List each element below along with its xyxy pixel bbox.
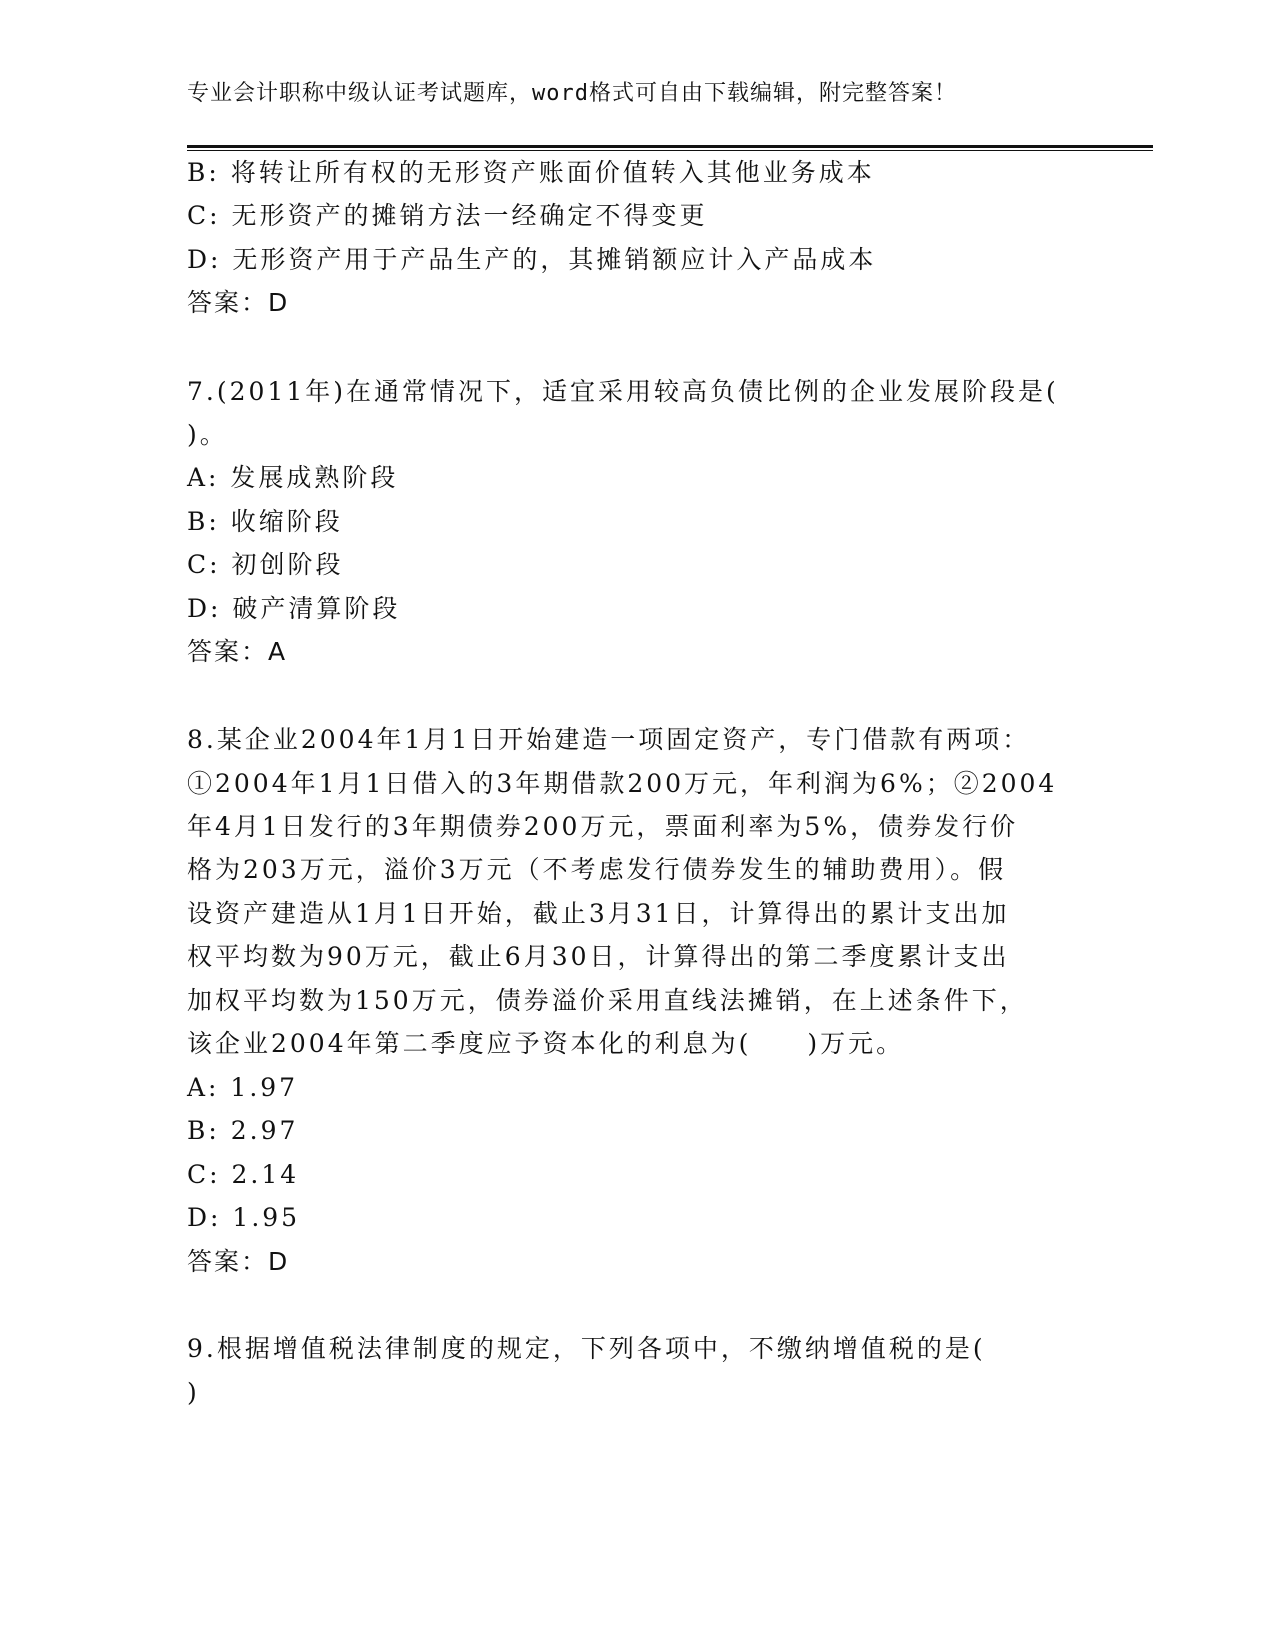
q8-option-a: A: 1.97	[187, 1073, 299, 1102]
q7-answer: 答案：A	[187, 637, 288, 666]
q6-option-d: D: 无形资产用于产品生产的，其摊销额应计入产品成本	[187, 245, 877, 274]
q7-stem-line1: 7.(2011年)在通常情况下，适宜采用较高负债比例的企业发展阶段是(	[187, 377, 1059, 406]
q7-stem-line2: )。	[187, 420, 228, 449]
q6-option-c: C: 无形资产的摊销方法一经确定不得变更	[187, 201, 708, 230]
q8-stem-line7: 加权平均数为150万元，债券溢价采用直线法摊销，在上述条件下，	[187, 986, 1028, 1015]
q8-answer: 答案：D	[187, 1247, 290, 1276]
q8-stem-line2: ①2004年1月1日借入的3年期借款200万元，年利润为6%；②2004	[187, 769, 1058, 798]
header-divider-thick	[187, 145, 1153, 148]
q8-option-c: C: 2.14	[187, 1160, 300, 1189]
q8-stem-line6: 权平均数为90万元，截止6月30日，计算得出的第二季度累计支出	[187, 942, 1010, 971]
q8-stem-line1: 8.某企业2004年1月1日开始建造一项固定资产，专门借款有两项：	[187, 725, 1031, 754]
q8-option-b: B: 2.97	[187, 1116, 299, 1145]
q9-stem-line2: )	[187, 1378, 200, 1407]
q7-option-a: A: 发展成熟阶段	[187, 463, 399, 492]
q8-stem-line4: 格为203万元，溢价3万元（不考虑发行债券发生的辅助费用）。假	[187, 855, 1007, 884]
page-header: 专业会计职称中级认证考试题库，word格式可自由下载编辑，附完整答案！	[187, 81, 957, 106]
q6-answer: 答案：D	[187, 288, 290, 317]
q7-option-b: B: 收缩阶段	[187, 507, 343, 536]
q8-stem-line8: 该企业2004年第二季度应予资本化的利息为( )万元。	[187, 1029, 905, 1058]
q8-option-d: D: 1.95	[187, 1203, 301, 1232]
q8-stem-line5: 设资产建造从1月1日开始，截止3月31日，计算得出的累计支出加	[187, 899, 1010, 928]
q7-option-d: D: 破产清算阶段	[187, 594, 401, 623]
header-divider-thin	[187, 150, 1153, 151]
q6-option-b: B: 将转让所有权的无形资产账面价值转入其他业务成本	[187, 158, 875, 187]
q7-option-c: C: 初创阶段	[187, 550, 344, 579]
q8-stem-line3: 年4月1日发行的3年期债券200万元，票面利率为5%，债券发行价	[187, 812, 1019, 841]
q9-stem-line1: 9.根据增值税法律制度的规定，下列各项中，不缴纳增值税的是(	[187, 1334, 986, 1363]
